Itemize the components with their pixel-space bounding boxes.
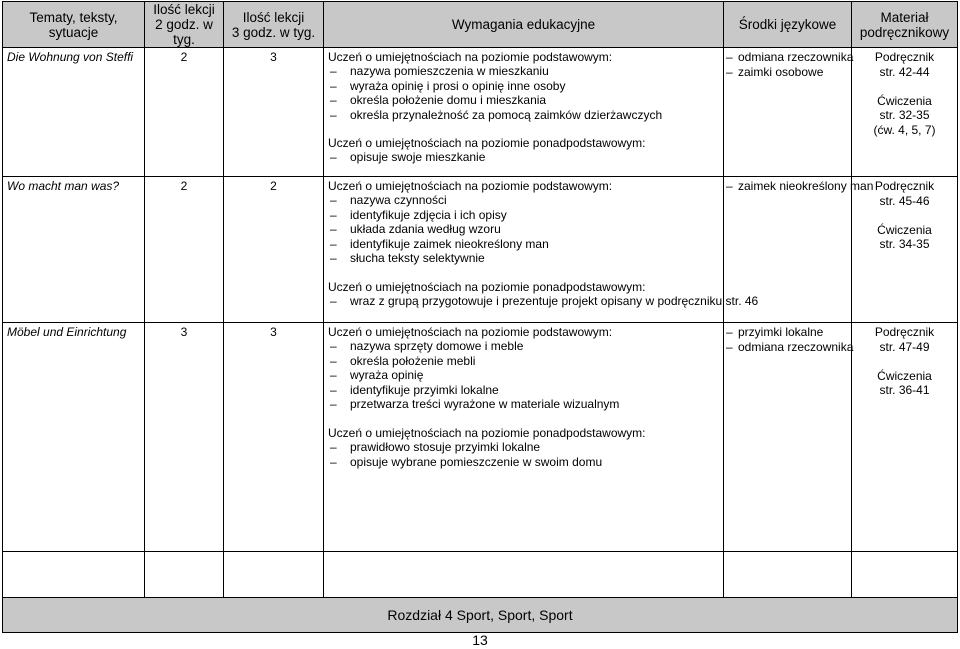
list-item: – określa przynależność za pomocą zaimków dzierżawczych <box>328 108 723 123</box>
language-cell <box>724 48 852 177</box>
curriculum-table <box>2 1 958 633</box>
material-line <box>852 208 957 223</box>
list-item: – nazywa pomieszczenia w mieszkaniu <box>328 64 723 79</box>
basic-list <box>328 64 723 122</box>
material-line: Podręcznik <box>874 50 935 64</box>
advanced-level-label: Uczeń o umiejętnościach na poziomie ponadpodstawowym: <box>328 136 646 151</box>
requirements-cell <box>324 323 724 552</box>
list-item: – nazywa czynności <box>328 193 723 208</box>
header-hours-2: Ilość lekcji 2 godz. w tyg. <box>145 2 224 48</box>
material-line: str. 36-41 <box>879 383 930 398</box>
basic-list <box>328 193 723 266</box>
list-item: – opisuje wybrane pomieszczenie w swoim domu <box>328 455 723 470</box>
list-item: – nazywa sprzęty domowe i meble <box>328 339 723 354</box>
material-line: str. 42-44 <box>879 64 930 79</box>
requirements-cell <box>324 177 759 323</box>
material-line: str. 45-46 <box>879 193 930 208</box>
list-item: – opisuje swoje mieszkanie <box>328 150 723 165</box>
chapter-title: Rozdział 4 Sport, Sport, Sport <box>3 598 958 633</box>
list-item: – identyfikuje przyimki lokalne <box>328 383 723 398</box>
list-item: – odmiana rzeczownika <box>724 340 851 355</box>
language-cell <box>724 323 852 552</box>
requirements-cell <box>324 48 724 177</box>
topic-cell: Möbel und Einrichtung <box>3 323 145 552</box>
header-material: Materiał podręcznikowy <box>852 2 958 48</box>
list-item: – zaimki osobowe <box>724 65 851 80</box>
material-cell <box>852 48 958 177</box>
language-list <box>724 179 874 194</box>
list-item: – wyraża opinię <box>328 368 723 383</box>
material-line: str. 34-35 <box>879 237 930 252</box>
basic-list <box>328 339 723 412</box>
hours-3-cell: 2 <box>224 177 324 323</box>
advanced-list <box>328 440 723 469</box>
list-item: – zaimek nieokreślony man <box>724 179 851 194</box>
header-language: Środki językowe <box>724 2 852 48</box>
list-item: – słucha teksty selektywnie <box>328 251 723 266</box>
list-item: – przetwarza treści wyrażone w materiale wizualnym <box>328 397 723 412</box>
hours-3-cell: 3 <box>224 48 324 177</box>
page-number: 13 <box>472 632 488 648</box>
advanced-list <box>328 293 759 309</box>
list-item: – układa zdania według wzoru <box>328 222 723 237</box>
spacer-cell <box>852 552 958 598</box>
hours-2-cell: 2 <box>145 48 224 177</box>
header-topics: Tematy, teksty, sytuacje <box>3 2 145 48</box>
material-cell <box>852 323 958 552</box>
basic-level-label: Uczeń o umiejętnościach na poziomie podstawowym: <box>328 179 613 193</box>
list-item: – wyraża opinię i prosi o opinię inne osoby <box>328 79 723 94</box>
table-row <box>3 48 958 177</box>
spacer-cell <box>145 552 224 598</box>
hours-3-cell: 3 <box>224 323 324 552</box>
topic-cell: Die Wohnung von Steffi <box>3 48 145 177</box>
spacer-cell <box>724 552 852 598</box>
list-item: – wraz z grupą przygotowuje i prezentuje projekt opisany w podręczniku str. 46 <box>328 294 723 309</box>
language-list <box>724 50 854 79</box>
header-row <box>3 2 958 48</box>
material-line: Podręcznik <box>874 179 935 193</box>
list-item: – prawidłowo stosuje przyimki lokalne <box>328 440 723 455</box>
basic-level-label: Uczeń o umiejętnościach na poziomie podstawowym: <box>328 325 613 339</box>
list-item: – odmiana rzeczownika <box>724 50 851 65</box>
list-item: – identyfikuje zdjęcia i ich opisy <box>328 208 723 223</box>
basic-level-label: Uczeń o umiejętnościach na poziomie podstawowym: <box>328 50 613 64</box>
material-line: Podręcznik <box>874 325 935 339</box>
material-line: (ćw. 4, 5, 7) <box>873 122 936 137</box>
material-line <box>852 79 957 94</box>
spacer-cell <box>3 552 145 598</box>
hours-2-cell: 3 <box>145 323 224 552</box>
advanced-level-label: Uczeń o umiejętnościach na poziomie ponadpodstawowym: <box>328 425 646 440</box>
spacer-row <box>3 552 958 598</box>
spacer-cell <box>324 552 724 598</box>
advanced-level-label: Uczeń o umiejętnościach na poziomie ponadpodstawowym: <box>328 279 646 294</box>
chapter-row <box>3 598 958 633</box>
table-row <box>3 177 958 323</box>
material-line: Ćwiczenia <box>877 93 932 108</box>
material-line: str. 32-35 <box>879 108 930 123</box>
advanced-list <box>328 150 723 165</box>
header-requirements: Wymagania edukacyjne <box>324 2 724 48</box>
list-item: – przyimki lokalne <box>724 325 851 340</box>
material-line: Ćwiczenia <box>877 222 932 237</box>
hours-2-cell: 2 <box>145 177 224 323</box>
list-item: – określa położenie mebli <box>328 354 723 369</box>
topic-cell: Wo macht man was? <box>3 177 145 323</box>
material-line <box>852 354 957 369</box>
table-row <box>3 323 958 552</box>
spacer-cell <box>224 552 324 598</box>
header-hours-3: Ilość lekcji 3 godz. w tyg. <box>224 2 324 48</box>
material-cell <box>852 177 958 323</box>
material-line: Ćwiczenia <box>877 368 932 383</box>
language-list <box>724 325 854 354</box>
material-line: str. 47-49 <box>879 339 930 354</box>
list-item: – określa położenie domu i mieszkania <box>328 93 723 108</box>
list-item: – identyfikuje zaimek nieokreślony man <box>328 237 723 252</box>
